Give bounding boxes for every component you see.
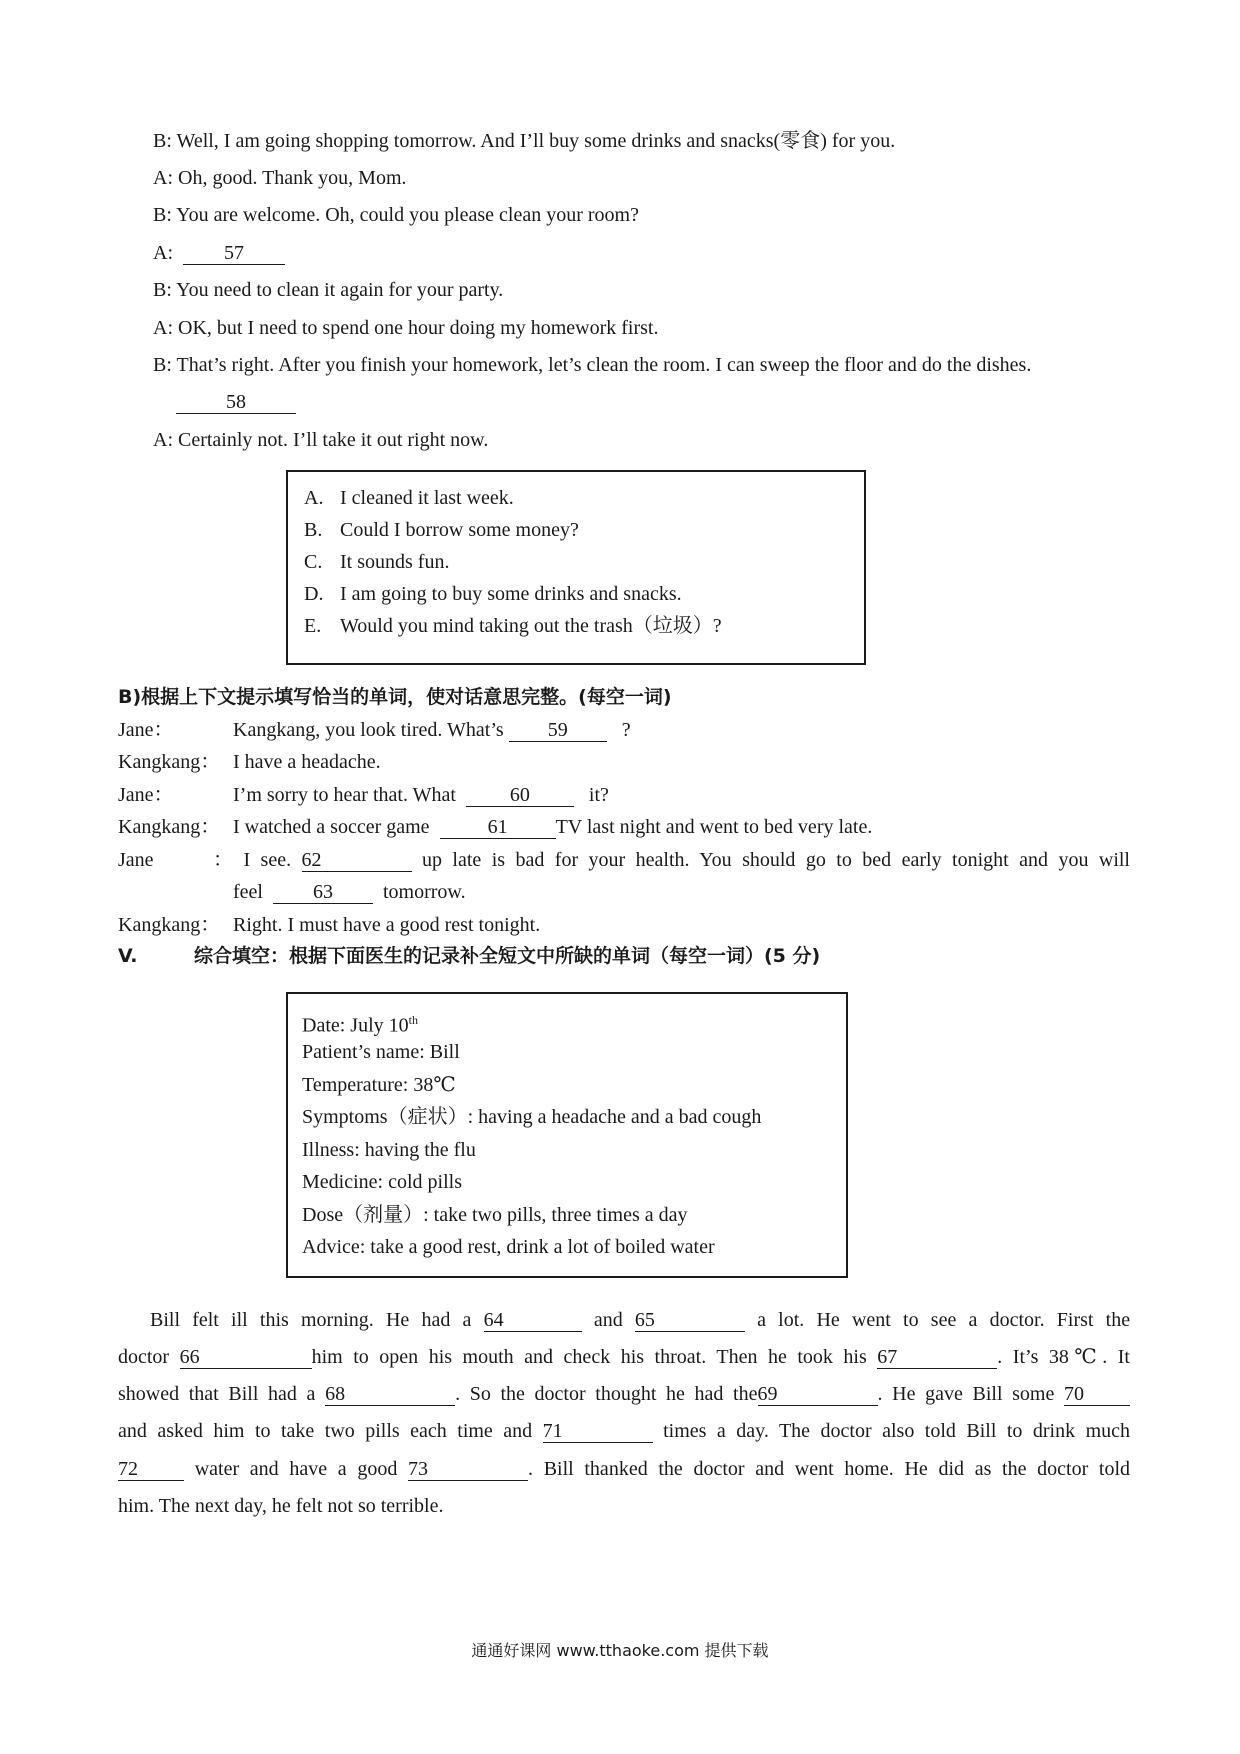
speaker: B: [153, 130, 167, 152]
option-e: E. Would you mind taking out the trash（垃圾）?: [304, 615, 722, 637]
answer-blank-58[interactable]: 58: [176, 391, 296, 414]
record-temperature: Temperature: 38℃: [302, 1074, 456, 1096]
record-medicine: Medicine: cold pills: [302, 1171, 462, 1193]
answer-blank-71[interactable]: 71: [543, 1420, 653, 1443]
speaker: Jane：: [118, 719, 174, 741]
dialogue-line: Jane： I see. 62 up late is bad for your health. You should go to bed early tonight and you will: [118, 849, 1130, 871]
dialogue-line: [176, 389, 296, 415]
passage-line: and asked him to take two pills each time and 71 times a day. The doctor also told Bill to drink much: [118, 1420, 1131, 1442]
answer-blank-70[interactable]: 70: [1064, 1383, 1130, 1406]
passage-line: doctor 66 him to open his mouth and check his throat. Then he took his 67 . It’s 38℃. It: [118, 1346, 1130, 1368]
dialogue-line: A: OK, but I need to spend one hour doing my homework first.: [153, 317, 659, 339]
dialogue-line: [153, 352, 1031, 378]
dialogue-text: : You are welcome. Oh, could you please clean your room?: [166, 204, 639, 226]
record-date: Date: July 10th: [302, 1013, 418, 1037]
speaker: B: [153, 279, 167, 301]
speaker: Kangkang：: [118, 914, 221, 936]
speaker: Jane：: [118, 849, 233, 871]
options-box: [286, 470, 866, 665]
option-a: A. I cleaned it last week.: [304, 487, 514, 509]
option-c: C. It sounds fun.: [304, 551, 450, 573]
answer-blank-63[interactable]: 63: [273, 881, 373, 904]
answer-blank-72[interactable]: 72: [118, 1458, 184, 1481]
answer-blank-64[interactable]: 64: [484, 1309, 582, 1332]
dialogue-line: Kangkang： I watched a soccer game 61 TV last night and went to bed very late.: [118, 816, 873, 838]
dialogue-line: feel 63 tomorrow.: [233, 881, 466, 903]
dialogue-line: [153, 128, 895, 154]
record-patient: Patient’s name: Bill: [302, 1041, 460, 1063]
answer-blank-65[interactable]: 65: [635, 1309, 745, 1332]
speaker: B: [153, 204, 167, 226]
answer-blank-59[interactable]: 59: [509, 719, 607, 742]
dialogue-line: A: Certainly not. I’ll take it out right now.: [153, 429, 489, 451]
dialogue-line: Kangkang： I have a headache.: [118, 751, 381, 773]
record-dose: Dose（剂量）: take two pills, three times a day: [302, 1204, 688, 1226]
footer-source: 通通好课网 www.tthaoke.com 提供下载: [471, 1641, 769, 1660]
dialogue-line: [153, 240, 285, 266]
answer-blank-66[interactable]: 66: [180, 1346, 312, 1369]
dialogue-line: [153, 277, 503, 303]
answer-blank-57[interactable]: 57: [183, 242, 285, 265]
speaker: B: [153, 354, 167, 376]
passage-line: showed that Bill had a 68 . So the doctor thought he had the69 . He gave Bill some 70: [118, 1381, 1130, 1407]
dialogue-line: A: Oh, good. Thank you, Mom.: [153, 167, 407, 189]
passage-line: him. The next day, he felt not so terrible.: [118, 1495, 444, 1517]
dialogue-line: Jane： Kangkang, you look tired. What’s 59 ?: [118, 719, 631, 741]
dialogue-line: [153, 202, 639, 228]
answer-blank-62[interactable]: 62: [302, 849, 412, 872]
answer-blank-67[interactable]: 67: [877, 1346, 997, 1369]
section-v-heading: V. 综合填空：根据下面医生的记录补全短文中所缺的单词（每空一词）(5 分): [118, 945, 821, 967]
dialogue-text: : Well, I am going shopping tomorrow. And I’ll buy some drinks and snacks(零食) for you.: [166, 130, 896, 152]
answer-blank-68[interactable]: 68: [325, 1383, 455, 1406]
passage-line: 72 water and have a good 73 . Bill thanked the doctor and went home. He did as the doctor told: [118, 1458, 1131, 1480]
answer-blank-60[interactable]: 60: [466, 784, 574, 807]
speaker: Jane：: [118, 784, 174, 806]
dialogue-line: Kangkang： Right. I must have a good rest tonight.: [118, 914, 541, 936]
answer-blank-61[interactable]: 61: [440, 816, 556, 839]
record-symptoms: Symptoms（症状）: having a headache and a bad cough: [302, 1106, 762, 1128]
speaker: Kangkang：: [118, 751, 221, 773]
dialogue-line: Jane： I’m sorry to hear that. What 60 it?: [118, 784, 609, 806]
dialogue-text: : That’s right. After you finish your homework, let’s clean the room. I can sweep the floor and do the dishes.: [166, 354, 1032, 376]
dialogue-text: : You need to clean it again for your party.: [166, 279, 504, 301]
speaker: A:: [153, 242, 173, 264]
answer-blank-69[interactable]: 69: [758, 1383, 878, 1406]
section-b-heading: B)根据上下文提示填写恰当的单词，使对话意思完整。(每空一词): [118, 686, 672, 708]
answer-blank-73[interactable]: 73: [408, 1458, 528, 1481]
doctor-record-box: [286, 992, 848, 1278]
record-illness: Illness: having the flu: [302, 1139, 476, 1161]
option-b: B. Could I borrow some money?: [304, 519, 579, 541]
speaker: Kangkang：: [118, 816, 221, 838]
record-advice: Advice: take a good rest, drink a lot of boiled water: [302, 1236, 715, 1258]
passage-line: Bill felt ill this morning. He had a 64 and 65 a lot. He went to see a doctor. First the: [150, 1309, 1131, 1331]
option-d: D. I am going to buy some drinks and snacks.: [304, 583, 682, 605]
